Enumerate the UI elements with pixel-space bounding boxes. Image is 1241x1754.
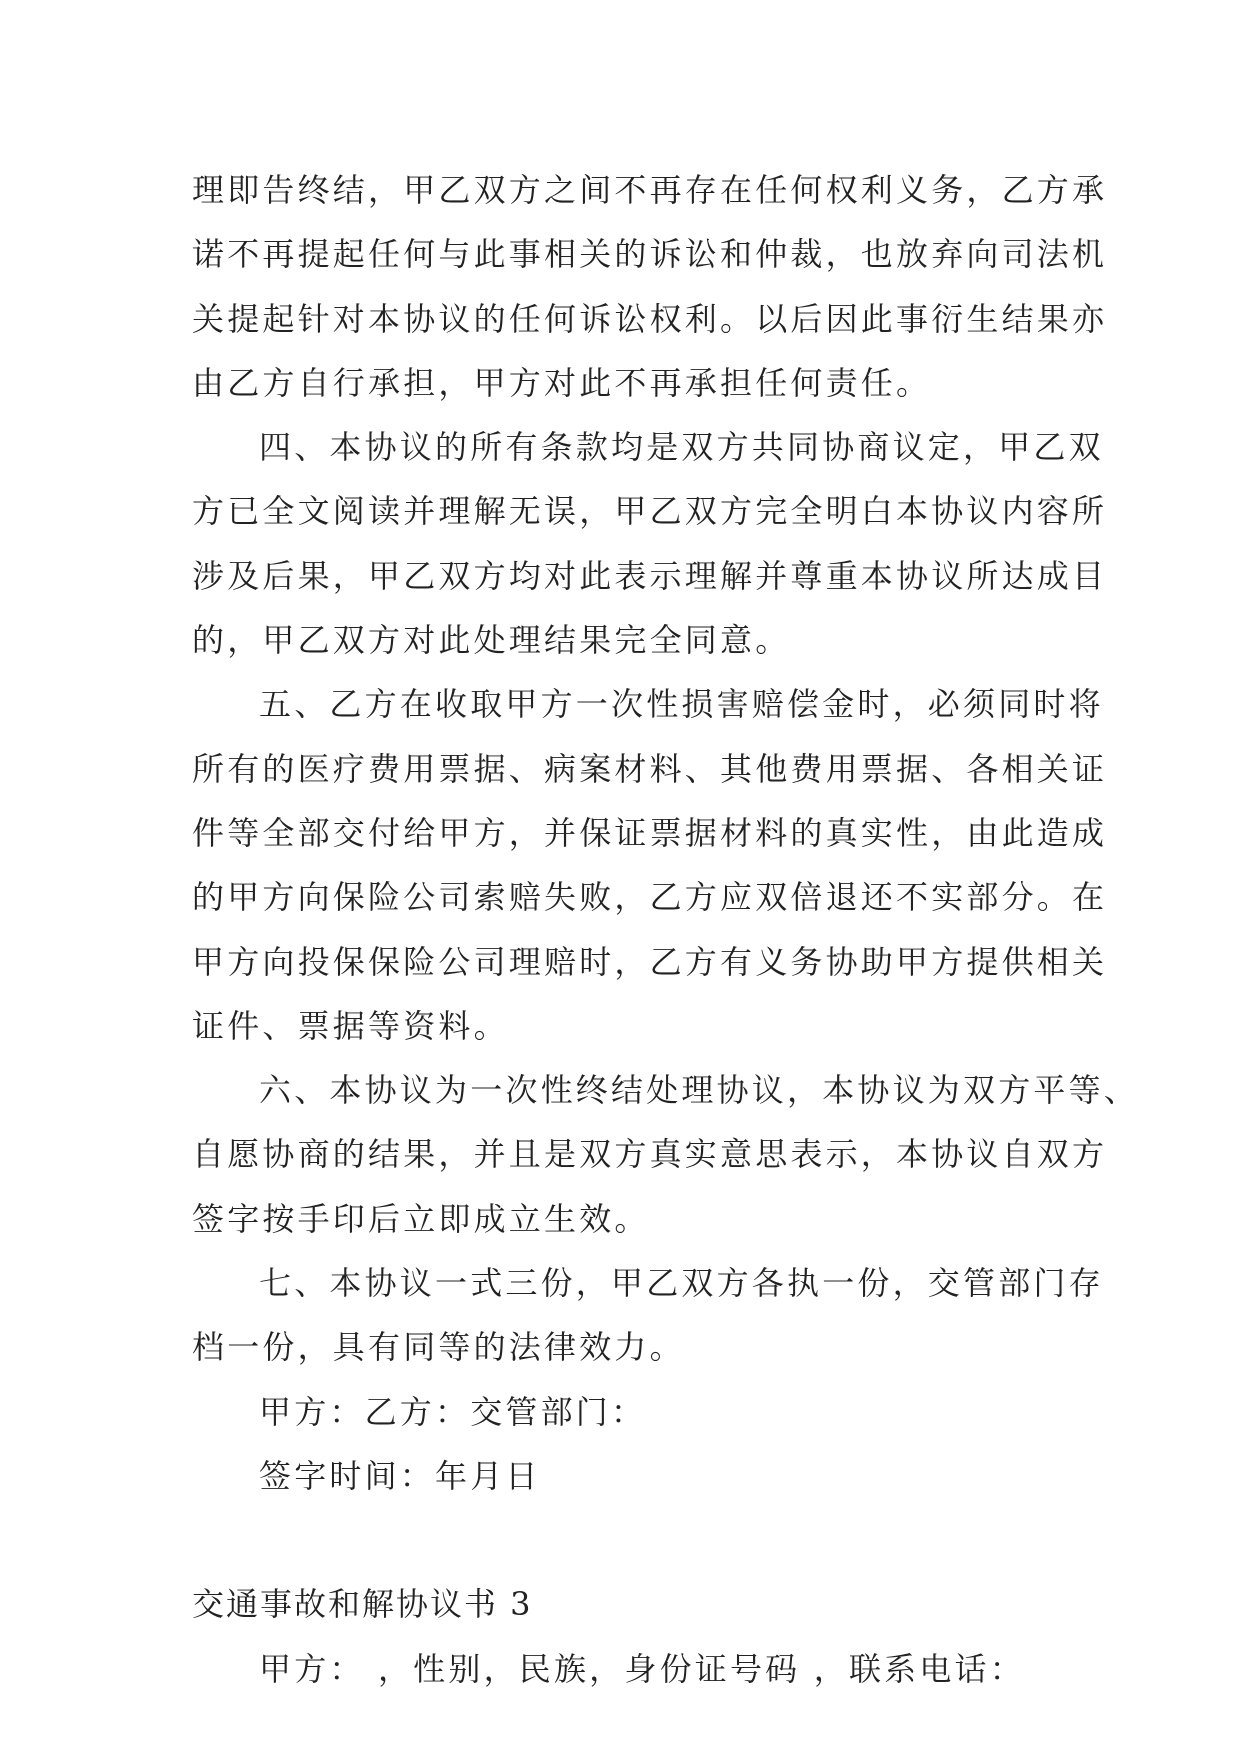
text-line: 证件、票据等资料。 [192, 1006, 509, 1045]
party-a-info-line: 甲方： ，性别，民族，身份证号码 ，联系电话： [259, 1649, 1025, 1688]
text-line: 档一份，具有同等的法律效力。 [192, 1328, 685, 1367]
clause-seven-start: 七、本协议一式三份，甲乙双方各执一份，交管部门存 [259, 1264, 1104, 1303]
text-line: 由乙方自行承担，甲方对此不再承担任何责任。 [192, 363, 932, 402]
section-gap [192, 1508, 1070, 1572]
text-line: 方已全文阅读并理解无误，甲乙双方完全明白本协议内容所 [192, 492, 1108, 531]
text-line: 涉及后果，甲乙双方均对此表示理解并尊重本协议所达成目 [192, 556, 1108, 595]
text-line: 关提起针对本协议的任何诉讼权利。以后因此事衍生结果亦 [192, 299, 1108, 338]
section-title: 交通事故和解协议书 3 [192, 1585, 533, 1624]
text-line: 的甲方向保险公司索赔失败，乙方应双倍退还不实部分。在 [192, 878, 1108, 917]
text-line: 诺不再提起任何与此事相关的诉讼和仲裁，也放弃向司法机 [192, 235, 1108, 274]
text-line: 的，甲乙双方对此处理结果完全同意。 [192, 621, 791, 660]
text-line: 自愿协商的结果，并且是双方真实意思表示，本协议自双方 [192, 1135, 1108, 1174]
text-line: 甲方向投保保险公司理赔时，乙方有义务协助甲方提供相关 [192, 942, 1108, 981]
text-line: 理即告终结，甲乙双方之间不再存在任何权利义务，乙方承 [192, 171, 1108, 209]
clause-six-start: 六、本协议为一次性终结处理协议，本协议为双方平等、 [259, 1071, 1140, 1110]
text-line: 签字按手印后立即成立生效。 [192, 1199, 650, 1238]
signature-parties-line: 甲方：乙方：交管部门： [259, 1392, 647, 1431]
document-body [192, 158, 1140, 1701]
signature-date-line: 签字时间：年月日 [259, 1456, 541, 1495]
text-line: 所有的医疗费用票据、病案材料、其他费用票据、各相关证 [192, 749, 1108, 788]
clause-five-start: 五、乙方在收取甲方一次性损害赔偿金时，必须同时将 [259, 685, 1104, 724]
text-line: 件等全部交付给甲方，并保证票据材料的真实性，由此造成 [192, 813, 1108, 852]
clause-four-start: 四、本协议的所有条款均是双方共同协商议定，甲乙双 [259, 428, 1104, 467]
